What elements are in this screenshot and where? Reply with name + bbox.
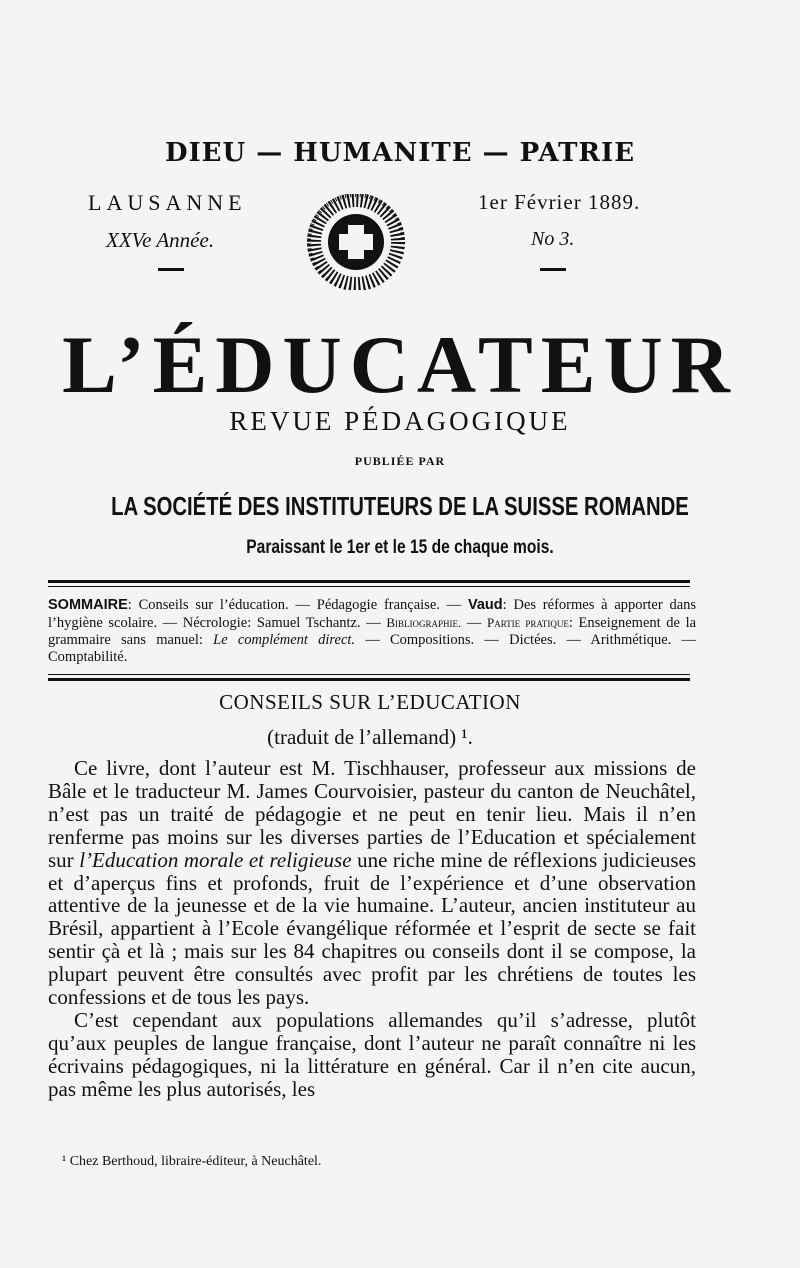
paragraph-1-italic: l’Education morale et religieuse bbox=[79, 847, 352, 872]
journal-subtitle: REVUE PÉDAGOGIQUE bbox=[229, 406, 571, 436]
rule-top-thick bbox=[48, 580, 690, 583]
issue-number: No 3. bbox=[531, 228, 575, 250]
summary-bibliographie: Bibliographie. bbox=[386, 615, 462, 630]
journal-title: L’ÉDUCATEUR bbox=[62, 319, 738, 410]
summary-line-3: Enseignement de la grammaire sans manuel: bbox=[48, 615, 697, 648]
city: LAUSANNE bbox=[88, 190, 247, 215]
summary-line-2: Des réformes à apporter dans l’hygiène scolaire. — Nécrologie: Samuel Tschantz. — bbox=[48, 597, 697, 631]
rule-top-thin bbox=[48, 586, 690, 587]
volume-year: XXVe Année. bbox=[106, 228, 215, 252]
motto: DIEU — HUMANITE — PATRIE bbox=[164, 138, 636, 168]
footnote: ¹ Chez Berthoud, libraire-éditeur, à Neuchâtel. bbox=[62, 1154, 322, 1169]
issue-date: 1er Février 1889. bbox=[478, 190, 641, 214]
rule-bottom-thin bbox=[48, 674, 690, 675]
rule-bottom-thick bbox=[48, 678, 690, 681]
paragraph-1 bbox=[48, 757, 696, 1009]
summary-line-1: Conseils sur l’éducation. — Pédagogie française. — bbox=[138, 597, 462, 613]
divider-left bbox=[158, 268, 184, 271]
summary-vaud: Vaud bbox=[467, 597, 503, 613]
paragraph-1-part-b: une riche mine de réflexions judicieuses et d’aperçus fins et profonds, fruit de l’expérience et d’une observation attentive de la jeunesse et de la vie humaine. L’auteur, ancien instituteur au Brésil, appartient à l’Ecole évangélique réformée et l’esprit de secte se fait sentir çà et là ; mais sur les 84 chapitres ou conseils dont il se compose, la plupart peuvent être consultés avec profit par les chrétiens de toutes les confessions et de tous les pays. bbox=[48, 847, 696, 1010]
summary-line-3-italic: Le complément direct. bbox=[213, 632, 356, 648]
divider-right bbox=[540, 268, 566, 271]
publisher-society: LA SOCIÉTÉ DES INSTITUTEURS DE LA SUISSE ROMANDE bbox=[111, 491, 689, 521]
article-title: CONSEILS SUR L’EDUCATION bbox=[219, 690, 521, 714]
summary-label: SOMMAIRE bbox=[48, 597, 128, 613]
summary-line-4: — Compositions. — Dictées. — Arithmétique. — Comptabilité. bbox=[48, 632, 697, 665]
article-subtitle: (traduit de l’allemand) ¹. bbox=[267, 725, 473, 749]
article-body bbox=[48, 757, 696, 1101]
publisher-label: PUBLIÉE PAR bbox=[354, 454, 446, 468]
paragraph-1-part-a: Ce livre, dont l’auteur est M. Tischhauser, professeur aux missions de Bâle et le traducteur M. James Courvoisier, pasteur du canton de Neuchâtel, n’est pas un traité de pédagogie et ne peut en tenir lieu. Mais il n’en renferme pas moins sur les diverses parties de l’Education et spécialement sur bbox=[48, 756, 696, 872]
paragraph-2: C’est cependant aux populations allemandes qu’il s’adresse, plutôt qu’aux peuples de langue française, dont l’auteur ne paraît connaître ni les écrivains pédagogiques, ni la littérature en général. Car il n’en cite aucun, pas même les plus autorisés, les bbox=[48, 1007, 696, 1101]
summary-partie-pratique: Partie pratique bbox=[486, 615, 569, 630]
swiss-cross-emblem-icon bbox=[293, 194, 419, 290]
table-of-contents: SOMMAIRE: Conseils sur l’éducation. — Pédagogie française. — Vaud: Des réformes à apporter dans l’hygiène scolaire. — Nécrologie: Samuel Tschantz. — Bibliographie. — Partie pratique: Enseignement de la grammaire sans manuel: Le complément direct. — Compositions. — Dictées. — Arithmétique. — Comptabilité. bbox=[48, 597, 697, 665]
publication-frequency: Paraissant le 1er et le 15 de chaque mois. bbox=[246, 537, 554, 558]
